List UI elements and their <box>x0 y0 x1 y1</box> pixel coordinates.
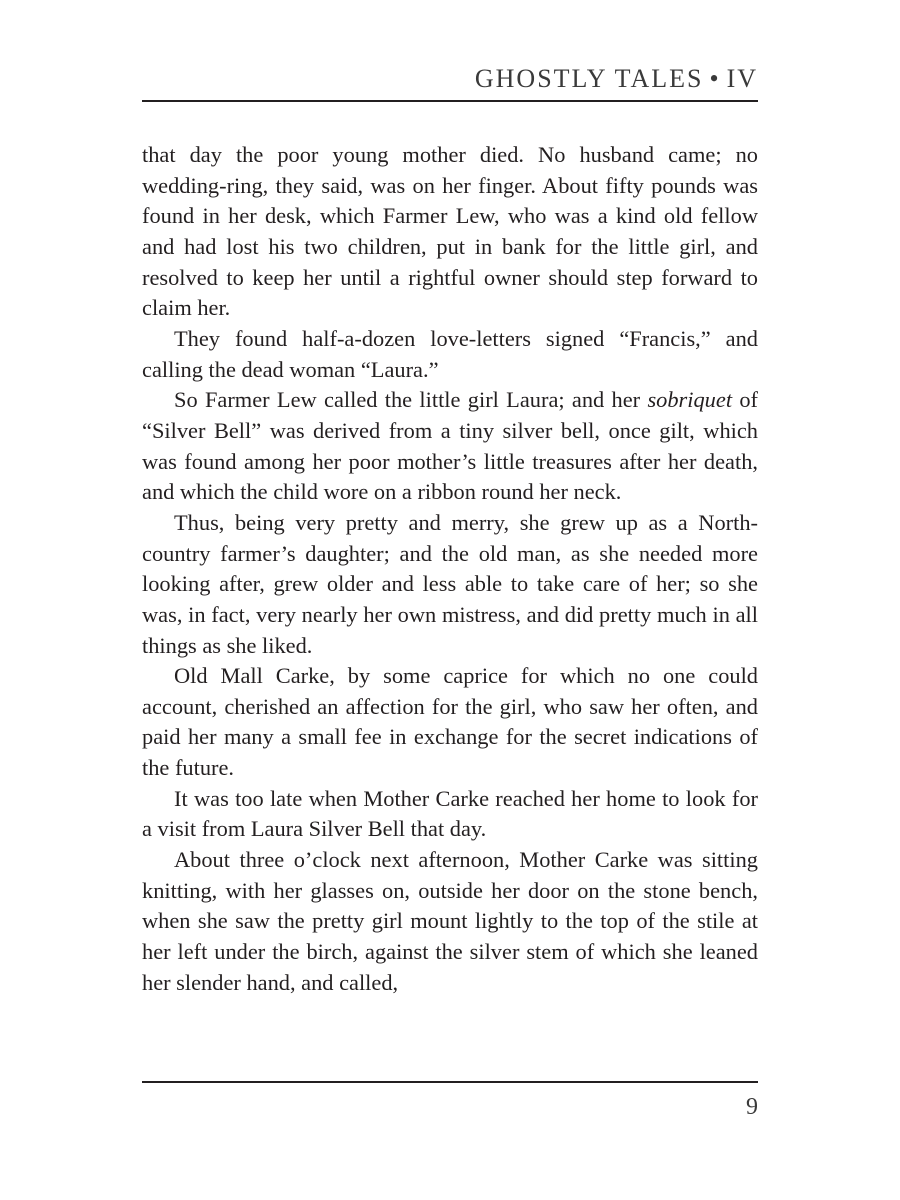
paragraph-text: that day the poor young mother died. No husband came; no wedding-ring, they said, was on her finger. About fifty pounds was found in her desk, which Farmer Lew, who was a kind old fellow and had lost his two children, put in bank for the little girl, and resolved to keep her until a rightful owner should step forward to claim her. <box>142 142 758 321</box>
paragraph <box>142 385 758 508</box>
paragraph <box>142 661 758 784</box>
page-number: 9 <box>746 1094 758 1120</box>
book-title: GHOSTLY TALES <box>474 64 704 93</box>
volume-number: IV <box>726 64 758 93</box>
paragraph <box>142 784 758 845</box>
paragraph <box>142 508 758 661</box>
paragraph-text: of “Silver Bell” was derived from a tiny silver bell, once gilt, which was found among her poor mother’s little treasures after her death, and which the child wore on a ribbon round her neck. <box>142 387 759 505</box>
header-rule <box>142 100 758 102</box>
paragraph-text: They found half-a-dozen love-letters signed “Francis,” and calling the dead woman “Laura.” <box>142 325 758 382</box>
paragraph <box>142 140 758 324</box>
paragraph-text: Thus, being very pretty and merry, she grew up as a North-country farmer’s daughter; and the old man, as she needed more looking after, grew older and less able to take care of her; so she was, in fact, very nearly her own mistress, and did pretty much in all things as she liked. <box>142 509 758 658</box>
italic-text: sobriquet <box>647 387 733 413</box>
paragraph-text: It was too late when Mother Carke reached her home to look for a visit from Laura Silver Bell that day. <box>142 785 758 842</box>
body-text <box>142 140 758 998</box>
paragraph-text: Old Mall Carke, by some caprice for which no one could account, cherished an affection for the girl, who saw her often, and paid her many a small fee in exchange for the secret indications of the future. <box>142 663 758 781</box>
running-head <box>142 64 758 94</box>
paragraph-text: So Farmer Lew called the little girl Laura; and her <box>174 387 648 413</box>
paragraph <box>142 845 758 998</box>
title-separator: • <box>709 64 721 93</box>
footer-rule <box>142 1081 758 1083</box>
paragraph-text: About three o’clock next afternoon, Mother Carke was sitting knitting, with her glasses on, outside her door on the stone bench, when she saw the pretty girl mount lightly to the top of the stile at her left under the birch, against the silver stem of which she leaned her slender hand, and called, <box>142 847 758 995</box>
paragraph <box>142 324 758 385</box>
